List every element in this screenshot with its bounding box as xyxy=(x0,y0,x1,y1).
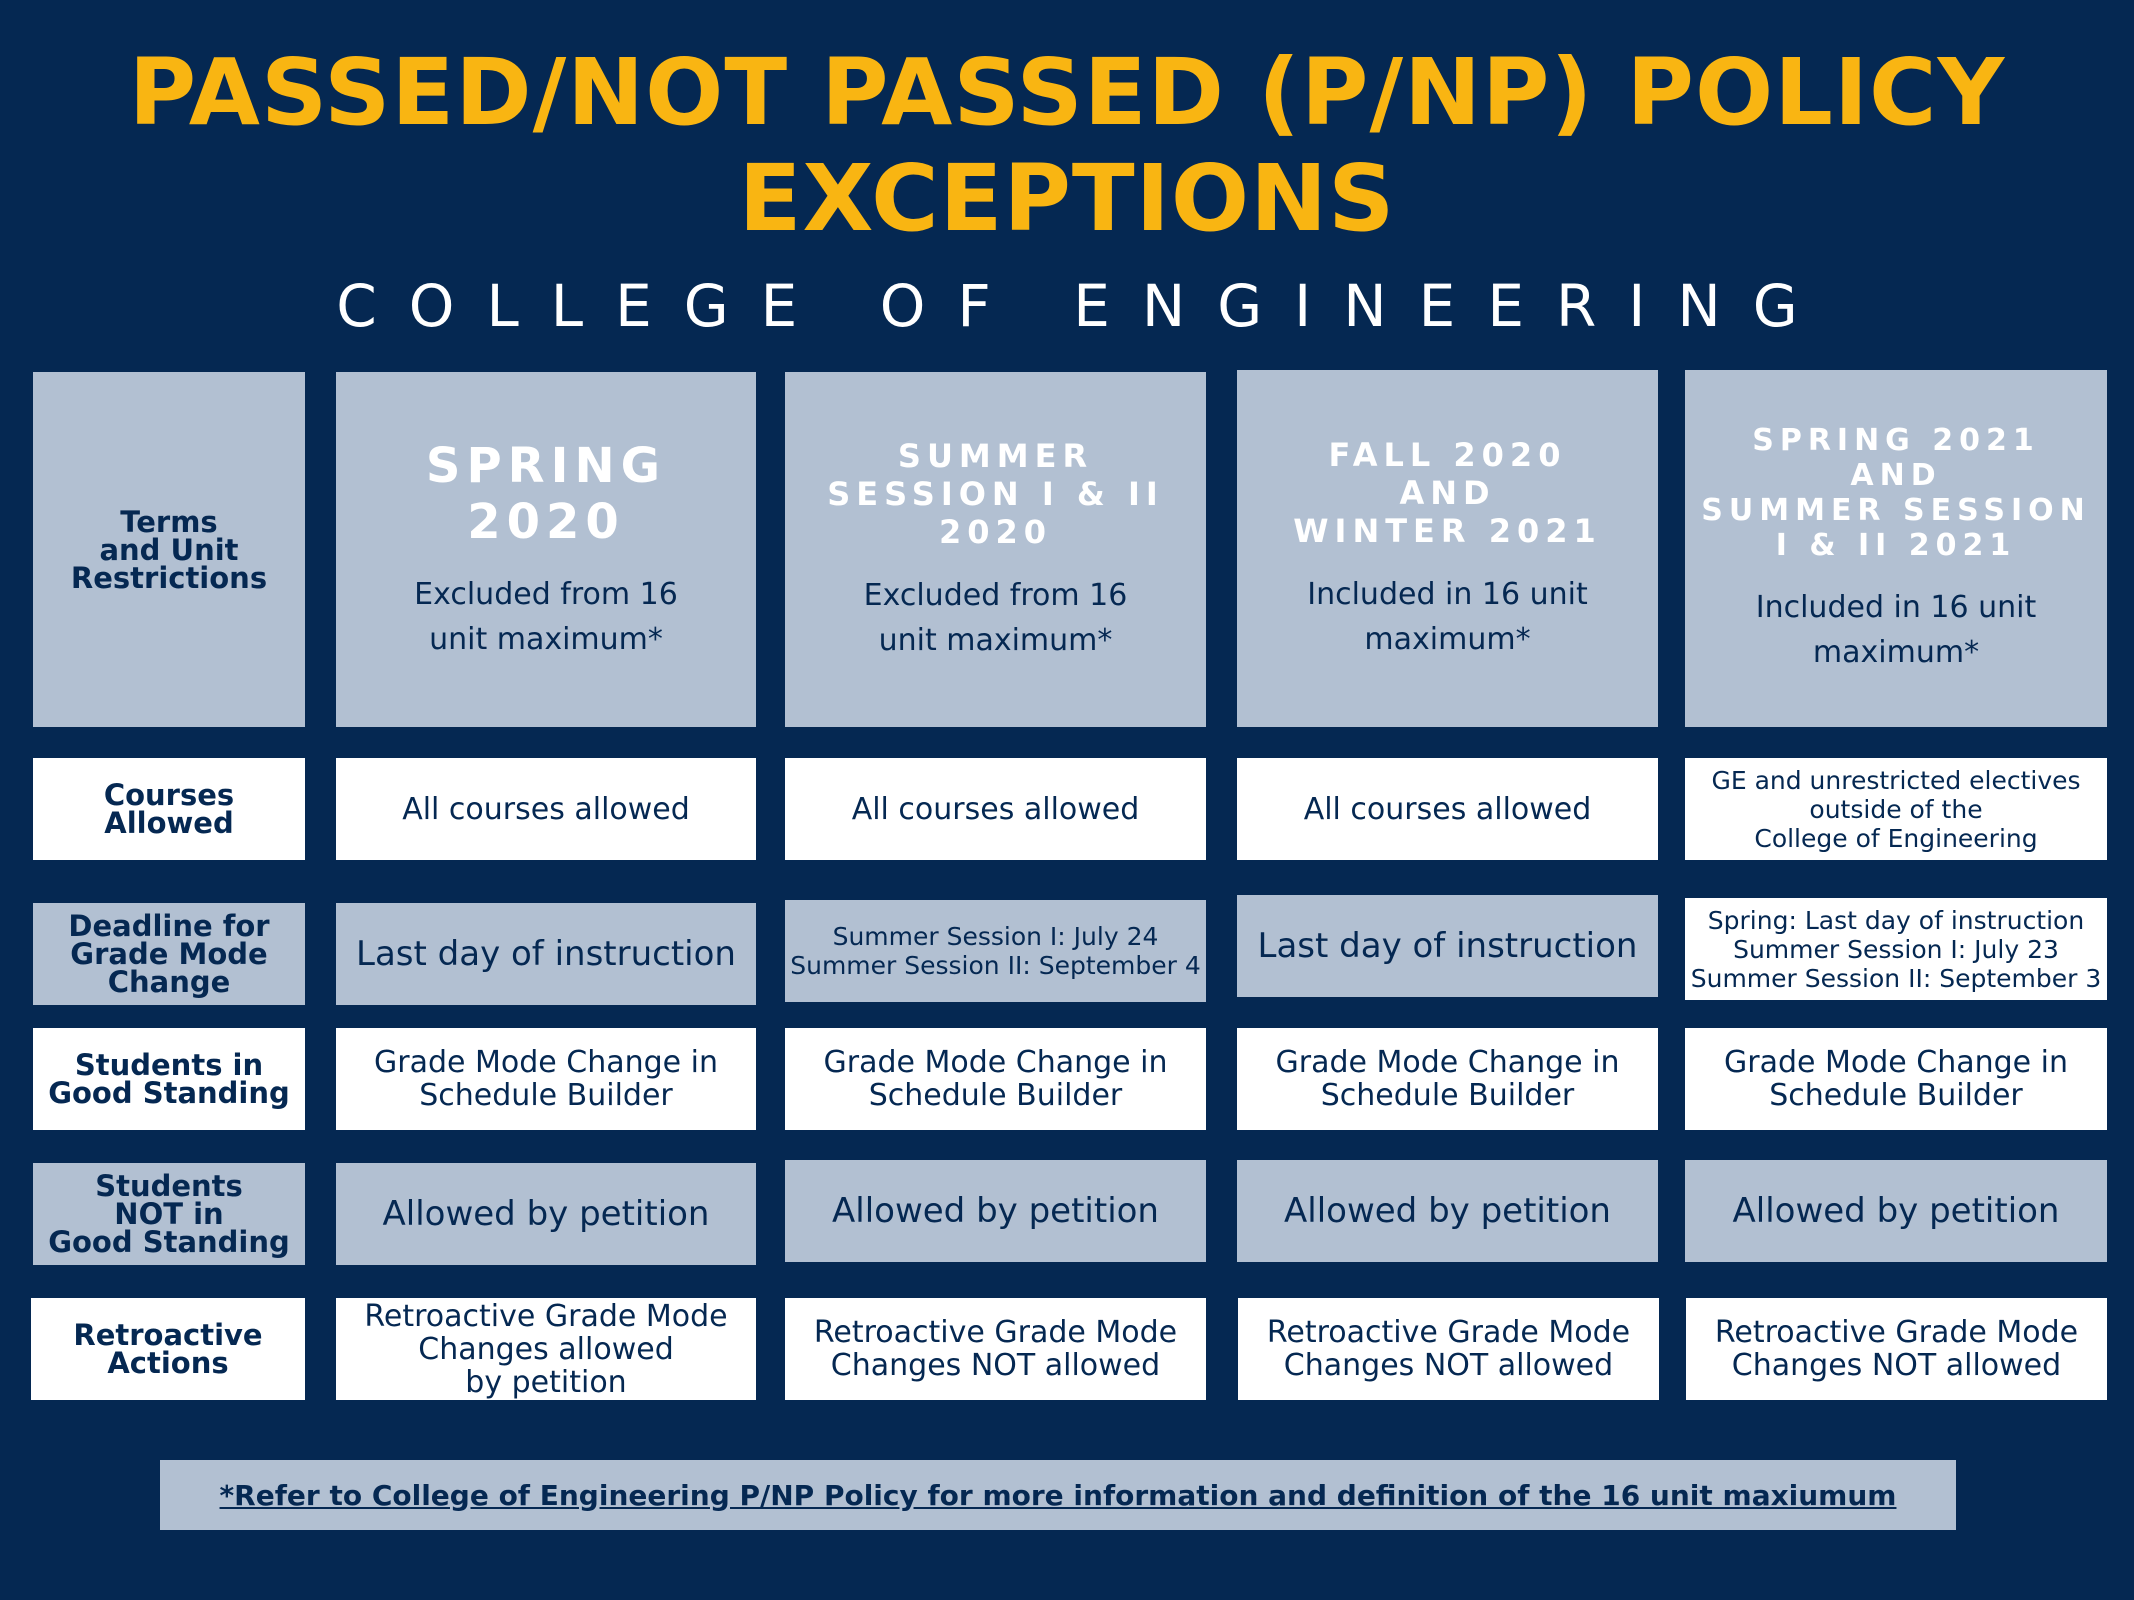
good-standing-summer-2020 xyxy=(785,1028,1206,1130)
cell-line: Grade Mode Change in xyxy=(1723,1045,2069,1080)
cell-line: by petition xyxy=(465,1364,627,1400)
row-label-line: Terms xyxy=(120,504,218,539)
cell-line: Changes NOT allowed xyxy=(830,1348,1161,1383)
cell-line: Grade Mode Change in xyxy=(823,1045,1168,1080)
courses-summer-2020 xyxy=(785,758,1206,860)
good-standing-spring-summer-2021 xyxy=(1685,1028,2107,1130)
row-label-not-good-standing xyxy=(33,1163,305,1265)
cell-line: Retroactive Grade Mode xyxy=(1714,1315,2079,1350)
unit-note-line: maximum* xyxy=(1812,634,1980,670)
row-label-line: Courses xyxy=(103,778,235,812)
cell-line: Schedule Builder xyxy=(868,1078,1123,1113)
deadline-spring-summer-2021 xyxy=(1685,898,2107,1000)
term-title-line: AND xyxy=(1850,457,1942,493)
row-label-line: Retroactive xyxy=(73,1318,263,1352)
row-label-line: Students in xyxy=(74,1048,264,1082)
row-label-line: Deadline for xyxy=(68,909,270,943)
row-label-line: Good Standing xyxy=(48,1076,290,1110)
deadline-summer-2020 xyxy=(785,900,1206,1002)
term-title-line: SUMMER xyxy=(897,436,1094,475)
not-good-standing-summer-2020 xyxy=(785,1160,1206,1262)
row-label-deadline xyxy=(33,903,305,1005)
row-label-line: and Unit xyxy=(99,532,239,567)
row-label-line: Allowed xyxy=(104,806,234,840)
courses-spring-summer-2021 xyxy=(1685,758,2107,860)
row-label-line: NOT in xyxy=(114,1197,224,1231)
retroactive-spring-summer-2021 xyxy=(1686,1298,2107,1400)
cell-line: Schedule Builder xyxy=(1769,1078,2023,1113)
cell-line: Last day of instruction xyxy=(1257,926,1638,966)
term-title-line: SPRING 2021 xyxy=(1752,422,2040,458)
cell-line: Summer Session II: September 3 xyxy=(1690,963,2102,993)
row-label-good-standing xyxy=(33,1028,305,1130)
term-title-line: 2020 xyxy=(938,512,1053,551)
courses-spring-2020 xyxy=(336,758,756,860)
term-title-line: I & II 2021 xyxy=(1775,527,2017,563)
unit-note-line: unit maximum* xyxy=(878,622,1113,658)
row-label-retroactive xyxy=(31,1298,305,1400)
cell-line: Schedule Builder xyxy=(419,1078,673,1113)
title-line-2: EXCEPTIONS xyxy=(738,145,1396,252)
footer-note xyxy=(160,1460,1956,1530)
page-subtitle: COLLEGE OF ENGINEERING xyxy=(336,272,1830,340)
row-label-line: Change xyxy=(107,965,231,999)
deadline-fall-2020-winter-2021 xyxy=(1237,895,1658,997)
cell-line: Allowed by petition xyxy=(1284,1191,1611,1231)
term-title-line: AND xyxy=(1399,473,1496,512)
term-title-line: WINTER 2021 xyxy=(1293,511,1602,550)
term-header-spring-summer-2021 xyxy=(1685,370,2107,727)
cell-line: Spring: Last day of instruction xyxy=(1707,905,2085,935)
cell-line: Summer Session II: September 4 xyxy=(790,951,1201,980)
row-label-line: Grade Mode xyxy=(70,937,268,971)
cell-line: Grade Mode Change in xyxy=(373,1045,719,1080)
cell-line: Retroactive Grade Mode xyxy=(813,1315,1178,1350)
cell-line: Retroactive Grade Mode xyxy=(1266,1315,1631,1350)
cell-line: Last day of instruction xyxy=(356,934,736,974)
row-label-terms xyxy=(33,372,305,727)
term-header-fall-2020-winter-2021 xyxy=(1237,370,1658,727)
cell-line: All courses allowed xyxy=(851,791,1140,827)
row-label-courses xyxy=(33,758,305,860)
term-header-spring-2020 xyxy=(336,372,756,727)
cell-line: Allowed by petition xyxy=(1732,1191,2060,1231)
not-good-standing-spring-2020 xyxy=(336,1163,756,1265)
cell-line: Retroactive Grade Mode xyxy=(364,1298,728,1334)
row-label-line: Actions xyxy=(107,1346,229,1380)
cell-line: Summer Session I: July 24 xyxy=(832,922,1159,951)
cell-line: outside of the xyxy=(1809,794,1983,824)
not-good-standing-spring-summer-2021 xyxy=(1685,1160,2107,1262)
good-standing-fall-2020-winter-2021 xyxy=(1237,1028,1658,1130)
term-title-line: 2020 xyxy=(467,493,625,550)
cell-line: Grade Mode Change in xyxy=(1275,1045,1620,1080)
unit-note-line: Included in 16 unit xyxy=(1307,576,1588,612)
cell-line: GE and unrestricted electives xyxy=(1711,765,2081,795)
retroactive-spring-2020 xyxy=(336,1298,756,1400)
unit-note-line: Excluded from 16 xyxy=(414,576,678,612)
cell-line: Allowed by petition xyxy=(382,1194,710,1234)
retroactive-fall-2020-winter-2021 xyxy=(1238,1298,1659,1400)
cell-line: Summer Session I: July 23 xyxy=(1733,934,2059,964)
cell-line: Schedule Builder xyxy=(1320,1078,1575,1113)
unit-note-line: maximum* xyxy=(1364,621,1531,657)
policy-reference-link[interactable]: *Refer to College of Engineering P/NP Policy for more information and definition of the 16 unit maxiumum xyxy=(219,1478,1897,1512)
courses-fall-2020-winter-2021 xyxy=(1237,758,1658,860)
unit-note-line: unit maximum* xyxy=(429,621,663,657)
row-label-line: Good Standing xyxy=(48,1225,290,1259)
cell-line: All courses allowed xyxy=(402,791,690,827)
cell-line: Allowed by petition xyxy=(832,1191,1159,1231)
cell-line: Changes NOT allowed xyxy=(1731,1348,2062,1383)
title-line-1: PASSED/NOT PASSED (P/NP) POLICY xyxy=(128,39,2006,146)
cell-line: All courses allowed xyxy=(1303,791,1592,827)
cell-line: Changes NOT allowed xyxy=(1283,1348,1614,1383)
row-label-line: Students xyxy=(95,1169,243,1203)
cell-line: Changes allowed xyxy=(418,1331,674,1367)
unit-note-line: Excluded from 16 xyxy=(863,577,1128,613)
deadline-spring-2020 xyxy=(336,903,756,1005)
retroactive-summer-2020 xyxy=(785,1298,1206,1400)
cell-line: College of Engineering xyxy=(1754,823,2038,853)
term-header-summer-2020 xyxy=(785,372,1206,727)
term-title-line: FALL 2020 xyxy=(1328,435,1567,474)
not-good-standing-fall-2020-winter-2021 xyxy=(1237,1160,1658,1262)
term-title-line: SPRING xyxy=(425,437,667,494)
term-title-line: SESSION I & II xyxy=(827,474,1164,513)
row-label-line: Restrictions xyxy=(70,560,268,595)
good-standing-spring-2020 xyxy=(336,1028,756,1130)
term-title-line: SUMMER SESSION xyxy=(1701,492,2091,528)
page-title xyxy=(0,40,2134,252)
unit-note-line: Included in 16 unit xyxy=(1755,589,2037,625)
